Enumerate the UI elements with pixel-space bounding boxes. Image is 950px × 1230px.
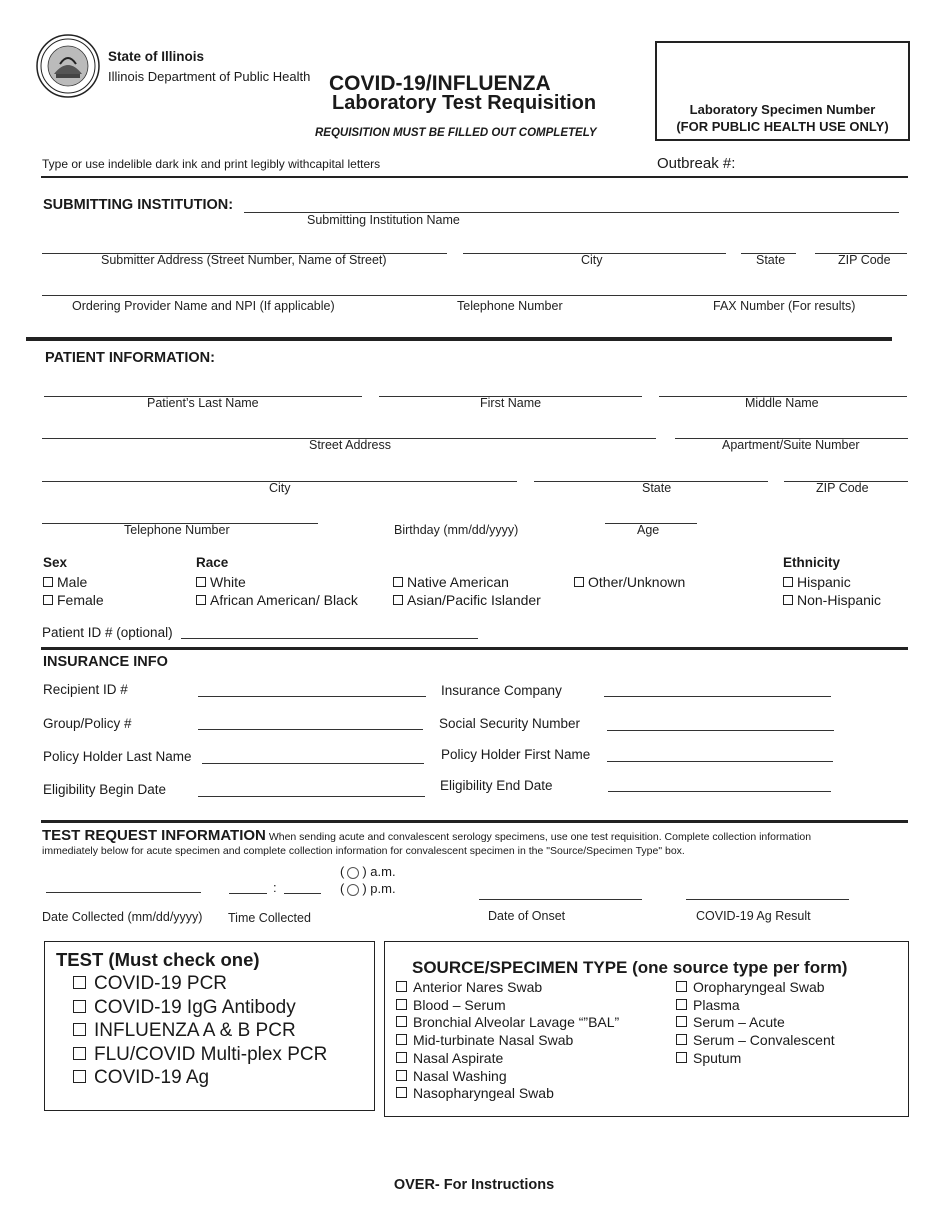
- race-asian-option[interactable]: Asian/Pacific Islander: [393, 591, 541, 609]
- time-colon: :: [273, 880, 277, 895]
- checkbox-icon[interactable]: [396, 981, 407, 992]
- over-instructions: OVER- For Instructions: [393, 1177, 555, 1193]
- sex-male-option[interactable]: Male: [43, 573, 104, 591]
- test-option-flu-pcr[interactable]: INFLUENZA A & B PCR: [73, 1019, 327, 1043]
- source-bal[interactable]: Bronchial Alveolar Lavage “”BAL”: [396, 1014, 619, 1032]
- insurance-company-field[interactable]: [604, 696, 831, 697]
- provider-label: Ordering Provider Name and NPI (If applicable): [72, 299, 335, 313]
- source-nasal-aspirate[interactable]: Nasal Aspirate: [396, 1050, 619, 1068]
- ethnicity-hispanic-option[interactable]: Hispanic: [783, 573, 881, 591]
- checkbox-icon[interactable]: [396, 1070, 407, 1081]
- checkbox-icon[interactable]: [783, 577, 793, 587]
- group-policy-field[interactable]: [198, 729, 423, 730]
- checkbox-icon[interactable]: [396, 1034, 407, 1045]
- date-collected-field[interactable]: [46, 892, 201, 893]
- checkbox-icon[interactable]: [676, 1052, 687, 1063]
- submitter-address-label: Submitter Address (Street Number, Name of Street): [101, 253, 387, 267]
- checkbox-icon[interactable]: [396, 1016, 407, 1027]
- checkbox-icon[interactable]: [396, 999, 407, 1010]
- patient-state-label: State: [642, 481, 672, 495]
- checkbox-icon[interactable]: [73, 1000, 86, 1013]
- recipient-id-label: Recipient ID #: [43, 682, 128, 697]
- source-anterior-nares[interactable]: Anterior Nares Swab: [396, 979, 619, 997]
- source-mid-turbinate[interactable]: Mid-turbinate Nasal Swab: [396, 1032, 619, 1050]
- source-box: [384, 941, 909, 1117]
- elig-end-label: Eligibility End Date: [440, 778, 553, 793]
- checkbox-icon[interactable]: [676, 1016, 687, 1027]
- ag-result-label: COVID-19 Ag Result: [696, 909, 811, 923]
- section-divider: [41, 820, 908, 823]
- source-serum-acute[interactable]: Serum – Acute: [676, 1014, 835, 1032]
- patient-id-field[interactable]: [181, 638, 478, 639]
- patient-zip-label: ZIP Code: [816, 481, 869, 495]
- specimen-number-box: [655, 41, 910, 141]
- source-serum-convalescent[interactable]: Serum – Convalescent: [676, 1032, 835, 1050]
- source-blood-serum[interactable]: Blood – Serum: [396, 997, 619, 1015]
- specimen-box-note: (FOR PUBLIC HEALTH USE ONLY): [676, 119, 889, 134]
- specimen-box-label: Laboratory Specimen Number: [689, 102, 876, 117]
- test-box: [44, 941, 375, 1111]
- checkbox-icon[interactable]: [43, 595, 53, 605]
- elig-begin-field[interactable]: [198, 796, 425, 797]
- radio-icon[interactable]: [347, 884, 359, 896]
- checkbox-icon[interactable]: [73, 1023, 86, 1036]
- checkbox-icon[interactable]: [73, 1070, 86, 1083]
- illinois-seal-icon: [36, 34, 100, 98]
- age-label: Age: [637, 523, 660, 537]
- checkbox-icon[interactable]: [676, 1034, 687, 1045]
- test-request-header: [42, 829, 902, 858]
- source-box-title: SOURCE/SPECIMEN TYPE (one source type per form): [412, 958, 848, 977]
- street-address-label: Street Address: [309, 438, 391, 452]
- race-options-col3: [574, 573, 685, 591]
- holder-last-label: Policy Holder Last Name: [43, 749, 192, 764]
- checkbox-icon[interactable]: [73, 976, 86, 989]
- hour-field[interactable]: [229, 893, 267, 894]
- checkbox-icon[interactable]: [783, 595, 793, 605]
- race-native-option[interactable]: Native American: [393, 573, 541, 591]
- recipient-id-field[interactable]: [198, 696, 426, 697]
- middle-name-label: Middle Name: [745, 396, 819, 410]
- test-option-ag[interactable]: COVID-19 Ag: [73, 1066, 327, 1090]
- checkbox-icon[interactable]: [396, 1052, 407, 1063]
- outbreak-label: Outbreak #:: [657, 155, 736, 172]
- radio-icon[interactable]: [347, 867, 359, 879]
- ethnicity-label: Ethnicity: [783, 555, 841, 570]
- source-options-col1: [396, 979, 619, 1103]
- pm-option[interactable]: ( ) p.m.: [340, 881, 396, 896]
- date-onset-label: Date of Onset: [488, 909, 566, 923]
- fax-label: FAX Number (For results): [713, 299, 856, 313]
- checkbox-icon[interactable]: [196, 577, 206, 587]
- checkbox-icon[interactable]: [396, 1087, 407, 1098]
- checkbox-icon[interactable]: [676, 999, 687, 1010]
- first-name-label: First Name: [480, 396, 542, 410]
- sex-options: [43, 573, 104, 609]
- apt-label: Apartment/Suite Number: [722, 438, 860, 452]
- test-option-multiplex[interactable]: FLU/COVID Multi-plex PCR: [73, 1043, 327, 1067]
- am-option[interactable]: ( ) a.m.: [340, 864, 396, 879]
- test-request-note-2: immediately below for acute specimen and complete collection information for convalescent specimen in the "Source/Specimen Type" box.: [42, 845, 685, 857]
- section-divider: [26, 337, 892, 341]
- sex-female-option[interactable]: Female: [43, 591, 104, 609]
- ag-result-field[interactable]: [686, 899, 849, 900]
- race-label: Race: [196, 555, 229, 570]
- checkbox-icon[interactable]: [676, 981, 687, 992]
- ink-note: Type or use indelible dark ink and print legibly withcapital letters: [42, 157, 381, 171]
- form-title: COVID-19/INFLUENZA: [329, 72, 551, 95]
- submitter-state-label: State: [756, 253, 786, 267]
- checkbox-icon[interactable]: [393, 577, 403, 587]
- source-oropharyngeal[interactable]: Oropharyngeal Swab: [676, 979, 835, 997]
- race-white-option[interactable]: White: [196, 573, 358, 591]
- holder-last-field[interactable]: [202, 763, 424, 764]
- department-name: Illinois Department of Public Health: [108, 69, 311, 84]
- birthday-label: Birthday (mm/dd/yyyy): [394, 523, 519, 537]
- race-black-option[interactable]: African American/ Black: [196, 591, 358, 609]
- test-box-title: TEST (Must check one): [56, 949, 260, 970]
- source-nasal-washing[interactable]: Nasal Washing: [396, 1068, 619, 1086]
- provider-contact-field[interactable]: [42, 295, 907, 296]
- minute-field[interactable]: [284, 893, 321, 894]
- patient-id-label: Patient ID # (optional): [42, 625, 173, 640]
- checkbox-icon[interactable]: [43, 577, 53, 587]
- submitter-telephone-label: Telephone Number: [457, 299, 563, 313]
- insurance-company-label: Insurance Company: [441, 683, 562, 698]
- checkbox-icon[interactable]: [196, 595, 206, 605]
- group-policy-label: Group/Policy #: [43, 716, 132, 731]
- state-name: State of Illinois: [108, 49, 205, 64]
- patient-city-label: City: [269, 481, 291, 495]
- source-sputum[interactable]: Sputum: [676, 1050, 835, 1068]
- source-options-col2: [676, 979, 835, 1068]
- patient-telephone-label: Telephone Number: [124, 523, 230, 537]
- test-option-covid-pcr[interactable]: COVID-19 PCR: [73, 972, 327, 996]
- section-divider: [41, 647, 908, 650]
- test-request-note: When sending acute and convalescent serology specimens, use one test requisition. Complete collection information: [268, 831, 812, 843]
- elig-end-field[interactable]: [608, 791, 831, 792]
- submitter-city-label: City: [581, 253, 603, 267]
- completion-notice: REQUISITION MUST BE FILLED OUT COMPLETELY: [315, 127, 597, 139]
- test-options: [73, 972, 327, 1090]
- elig-begin-label: Eligibility Begin Date: [43, 782, 167, 797]
- holder-first-label: Policy Holder First Name: [441, 747, 591, 762]
- test-request-heading: TEST REQUEST INFORMATION: [42, 827, 266, 844]
- last-name-label: Patient’s Last Name: [147, 396, 259, 410]
- form-subtitle: Laboratory Test Requisition: [332, 92, 597, 114]
- sex-label: Sex: [43, 555, 68, 570]
- race-options-col2: [393, 573, 541, 609]
- checkbox-icon[interactable]: [393, 595, 403, 605]
- race-other-option[interactable]: Other/Unknown: [574, 573, 685, 591]
- checkbox-icon[interactable]: [574, 577, 584, 587]
- ethnicity-non-hispanic-option[interactable]: Non-Hispanic: [783, 591, 881, 609]
- patient-heading: PATIENT INFORMATION:: [45, 350, 215, 366]
- ethnicity-options: [783, 573, 881, 609]
- source-plasma[interactable]: Plasma: [676, 997, 835, 1015]
- date-onset-field[interactable]: [479, 899, 642, 900]
- insurance-heading: INSURANCE INFO: [43, 654, 168, 670]
- holder-first-field[interactable]: [607, 761, 833, 762]
- race-options-col1: [196, 573, 358, 609]
- test-option-igg[interactable]: COVID-19 IgG Antibody: [73, 996, 327, 1020]
- time-collected-label: Time Collected: [228, 911, 311, 925]
- institution-name-label: Submitting Institution Name: [307, 213, 460, 227]
- ssn-label: Social Security Number: [439, 716, 581, 731]
- date-collected-label: Date Collected (mm/dd/yyyy): [42, 910, 203, 924]
- submitter-zip-label: ZIP Code: [838, 253, 891, 267]
- source-nasopharyngeal[interactable]: Nasopharyngeal Swab: [396, 1085, 619, 1103]
- ssn-field[interactable]: [607, 730, 834, 731]
- checkbox-icon[interactable]: [73, 1047, 86, 1060]
- submitting-heading: SUBMITTING INSTITUTION:: [43, 197, 234, 213]
- header-divider: [41, 176, 908, 178]
